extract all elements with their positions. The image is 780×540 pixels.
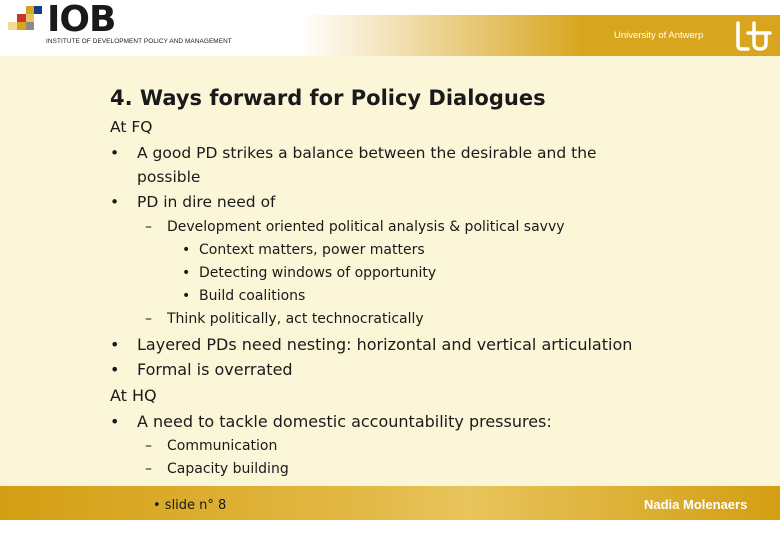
bullet-text: Communication [167, 438, 278, 454]
section-heading: At FQ [110, 118, 153, 136]
bullet-text: PD in dire need of [137, 193, 276, 211]
bullet-icon: • [110, 144, 120, 162]
bullet-icon: • [182, 242, 191, 258]
bullet-text: Build coalitions [199, 288, 306, 304]
dash-bullet: – [145, 461, 152, 477]
bullet-text: Formal is overrated [137, 360, 293, 379]
bullet-text: A good PD strikes a balance between the desirable and the [137, 144, 597, 162]
author-name: Nadia Molenaers [644, 497, 748, 512]
dash-bullet: – [145, 311, 152, 327]
bullet-text: possible [137, 168, 201, 186]
bullet-text: Detecting windows of opportunity [199, 265, 437, 281]
dash-bullet: – [145, 219, 152, 235]
section-heading: At HQ [110, 386, 157, 405]
logo-subtitle: INSTITUTE OF DEVELOPMENT POLICY AND MANAGEMENT [46, 38, 232, 45]
university-name: University of Antwerp [614, 30, 704, 41]
bullet-text: Context matters, power matters [199, 242, 425, 258]
header [0, 0, 780, 56]
footer-bottom-strip [0, 520, 780, 540]
logo-text: IOB [47, 0, 116, 40]
header-band-fade [300, 15, 584, 56]
bullet-text: Development oriented political analysis & political savvy [167, 219, 565, 235]
bullet-text: A need to tackle domestic accountability pressures: [137, 412, 552, 431]
slide-title: 4. Ways forward for Policy Dialogues [110, 86, 546, 110]
footer [0, 486, 780, 540]
slide-number: • slide n° 8 [153, 498, 227, 513]
bullet-icon: • [110, 193, 120, 211]
bullet-text: Think politically, act technocratically [167, 311, 424, 327]
dash-bullet: – [145, 438, 152, 454]
bullet-text: Layered PDs need nesting: horizontal and vertical articulation [137, 335, 633, 354]
bullet-icon: • [182, 265, 191, 281]
bullet-icon: • [110, 335, 120, 354]
bullet-icon: • [182, 288, 191, 304]
bullet-text: Capacity building [167, 461, 289, 477]
bullet-icon: • [110, 360, 120, 379]
bullet-icon: • [110, 412, 120, 431]
university-logo-icon [732, 19, 772, 53]
iob-logo-mosaic-icon [8, 6, 42, 40]
